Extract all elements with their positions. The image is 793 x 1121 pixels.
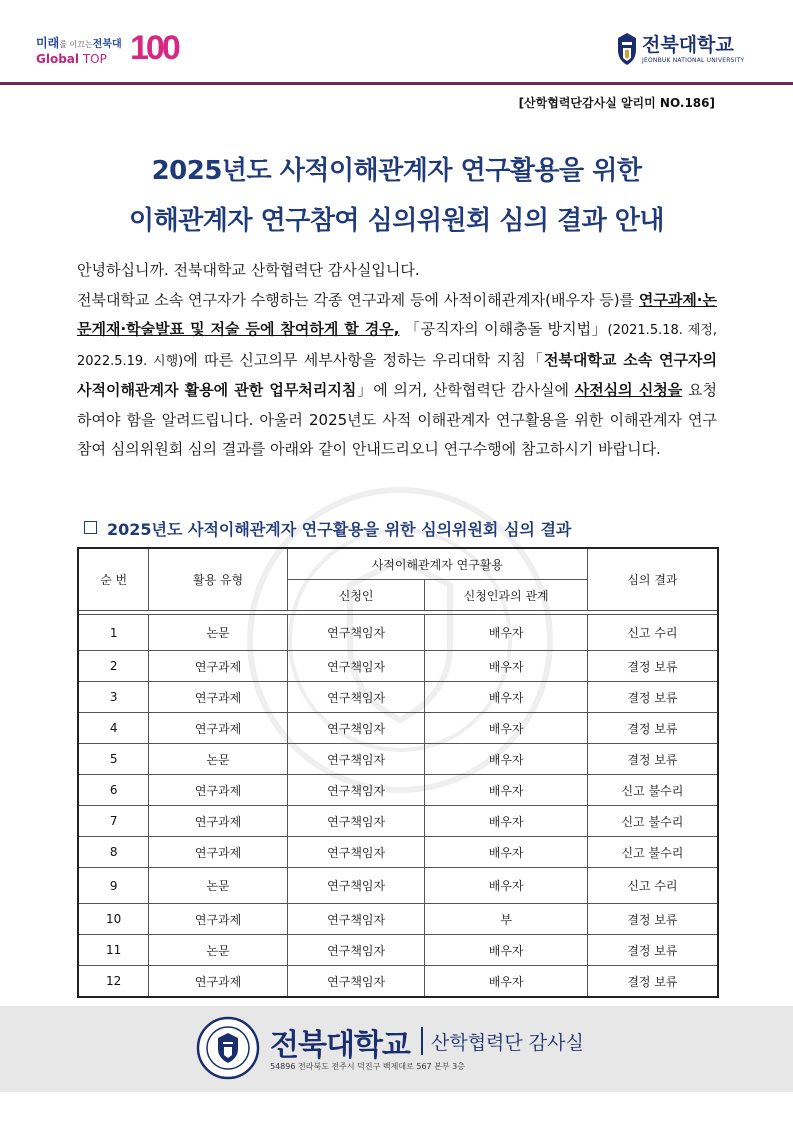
table-header-row (78, 548, 718, 580)
cell-applicant: 연구책임자 (287, 868, 425, 904)
cell-no: 11 (78, 935, 149, 966)
participation-emphasis: 연구과제·논문게재·학술발표 및 저술 등에 참여하게 할 경우, (77, 290, 717, 338)
footer-bottom-strip (0, 1092, 793, 1121)
cell-no: 10 (78, 904, 149, 935)
global-top100-logo (34, 28, 194, 70)
footer-address: 54896 전라북도 전주시 덕진구 백제대로 567 본부 3층 (270, 1062, 465, 1071)
cell-no: 2 (78, 651, 149, 682)
cell-result: 신고 수리 (587, 868, 718, 904)
cell-relation: 부 (425, 904, 587, 935)
cell-applicant: 연구책임자 (287, 806, 425, 837)
cell-result: 신고 불수리 (587, 806, 718, 837)
pre-review-emphasis: 사전심의 신청을 (574, 381, 683, 399)
guideline-name: 전북대학교 소속 연구자의 사적이해관계자 활용에 관한 업무처리지침 (77, 350, 717, 399)
cell-no: 5 (78, 744, 149, 775)
page-header (0, 0, 793, 86)
university-name: 전북대학교 (642, 34, 734, 56)
header-applicant: 신청인 (287, 580, 425, 611)
cell-no: 6 (78, 775, 149, 806)
cell-type: 연구과제 (149, 682, 288, 713)
cell-result: 결정 보류 (587, 966, 718, 998)
cell-result: 신고 불수리 (587, 775, 718, 806)
table-row (78, 713, 718, 744)
cell-applicant: 연구책임자 (287, 935, 425, 966)
table-row (78, 966, 718, 998)
cell-type: 연구과제 (149, 651, 288, 682)
header-relation: 신청인과의 관계 (425, 580, 587, 611)
slogan-text-a: 미래 (36, 36, 60, 50)
university-logo (614, 30, 764, 70)
cell-relation: 배우자 (425, 682, 587, 713)
table-row (78, 682, 718, 713)
notice-number: [산학협력단감사실 알리미 NO.186] (518, 96, 715, 110)
table-row (78, 744, 718, 775)
cell-no: 7 (78, 806, 149, 837)
slogan-100: 100 (130, 29, 178, 67)
cell-no: 3 (78, 682, 149, 713)
cell-applicant: 연구책임자 (287, 713, 425, 744)
university-seal-icon (196, 1016, 260, 1080)
table-row (78, 904, 718, 935)
table-row (78, 775, 718, 806)
cell-relation: 배우자 (425, 837, 587, 868)
cell-result: 신고 수리 (587, 615, 718, 651)
cell-relation: 배우자 (425, 775, 587, 806)
table-row (78, 806, 718, 837)
cell-applicant: 연구책임자 (287, 966, 425, 998)
notice-paragraph: 전북대학교 소속 연구자가 수행하는 각종 연구과제 등에 사적이해관계자(배우자 등)를 연구과제·논문게재·학술발표 및 저술 등에 참여하게 할 경우, 「공직자의 이해충돌 방지법」(2021.5.18. 제정, 2022.5.19. 시행)에 따른 신고의무 세부사항을 정하는 우리대학 지침「전북대학교 소속 연구자의 사적이해관계자 활용에 관한 업무처리지침」에 의거, 산학협력단 감사실에 사전심의 신청을 요청하여야 함을 알려드립니다. 아울러 2025년도 사적 이해관계자 연구활용을 위한 이해관계자 연구참여 심의위원회 심의 결과를 아래와 같이 안내드리오니 연구수행에 참고하시기 바랍니다. (77, 290, 718, 458)
cell-type: 연구과제 (149, 775, 288, 806)
slogan-global: Global (36, 52, 80, 66)
cell-no: 1 (78, 615, 149, 651)
cell-type: 연구과제 (149, 904, 288, 935)
cell-result: 신고 불수리 (587, 837, 718, 868)
table-row (78, 615, 718, 651)
footer-divider (421, 1027, 423, 1055)
checkbox-square-icon (84, 521, 97, 534)
notice-body (77, 256, 717, 465)
cell-relation: 배우자 (425, 868, 587, 904)
cell-type: 연구과제 (149, 806, 288, 837)
cell-no: 9 (78, 868, 149, 904)
cell-applicant: 연구책임자 (287, 615, 425, 651)
cell-result: 결정 보류 (587, 935, 718, 966)
review-results-table (77, 547, 719, 998)
header-divider (0, 82, 793, 85)
slogan-text-c: 전북대 (92, 39, 122, 50)
cell-no: 8 (78, 837, 149, 868)
header-type: 활용 유형 (149, 548, 288, 611)
cell-relation: 배우자 (425, 744, 587, 775)
header-no: 순 번 (78, 548, 149, 611)
cell-no: 4 (78, 713, 149, 744)
cell-result: 결정 보류 (587, 744, 718, 775)
cell-type: 논문 (149, 935, 288, 966)
table-body (78, 615, 718, 998)
section-title: 2025년도 사적이해관계자 연구활용을 위한 심의위원회 심의 결과 (84, 517, 571, 540)
cell-relation: 배우자 (425, 615, 587, 651)
page-title-line-1: 2025년도 사적이해관계자 연구활용을 위한 (151, 156, 642, 186)
cell-type: 연구과제 (149, 966, 288, 998)
page-title-line-2: 이해관계자 연구참여 심의위원회 심의 결과 안내 (128, 206, 665, 236)
cell-applicant: 연구책임자 (287, 682, 425, 713)
cell-result: 결정 보류 (587, 713, 718, 744)
slogan-top: TOP (79, 52, 107, 66)
cell-type: 연구과제 (149, 713, 288, 744)
cell-relation: 배우자 (425, 806, 587, 837)
cell-applicant: 연구책임자 (287, 651, 425, 682)
footer-department: 산학협력단 감사실 (431, 1032, 584, 1054)
cell-applicant: 연구책임자 (287, 744, 425, 775)
university-name-english: JEONBUK NATIONAL UNIVERSITY (642, 57, 745, 64)
table-row (78, 651, 718, 682)
table-row (78, 868, 718, 904)
cell-result: 결정 보류 (587, 904, 718, 935)
cell-type: 논문 (149, 868, 288, 904)
greeting-text: 안녕하십니까. 전북대학교 산학협력단 감사실입니다. (77, 261, 420, 279)
cell-type: 논문 (149, 615, 288, 651)
university-emblem-icon (616, 32, 638, 66)
footer-university-name: 전북대학교 (270, 1028, 410, 1063)
table-row (78, 935, 718, 966)
cell-applicant: 연구책임자 (287, 837, 425, 868)
table-row (78, 837, 718, 868)
cell-relation: 배우자 (425, 966, 587, 998)
cell-no: 12 (78, 966, 149, 998)
cell-applicant: 연구책임자 (287, 904, 425, 935)
header-group: 사적이해관계자 연구활용 (287, 548, 587, 580)
cell-result: 결정 보류 (587, 682, 718, 713)
cell-type: 연구과제 (149, 837, 288, 868)
slogan-text-b: 를 이끄는 (59, 40, 93, 49)
cell-relation: 배우자 (425, 651, 587, 682)
cell-type: 논문 (149, 744, 288, 775)
cell-relation: 배우자 (425, 713, 587, 744)
cell-result: 결정 보류 (587, 651, 718, 682)
header-result: 심의 결과 (587, 548, 718, 611)
cell-relation: 배우자 (425, 935, 587, 966)
cell-applicant: 연구책임자 (287, 775, 425, 806)
